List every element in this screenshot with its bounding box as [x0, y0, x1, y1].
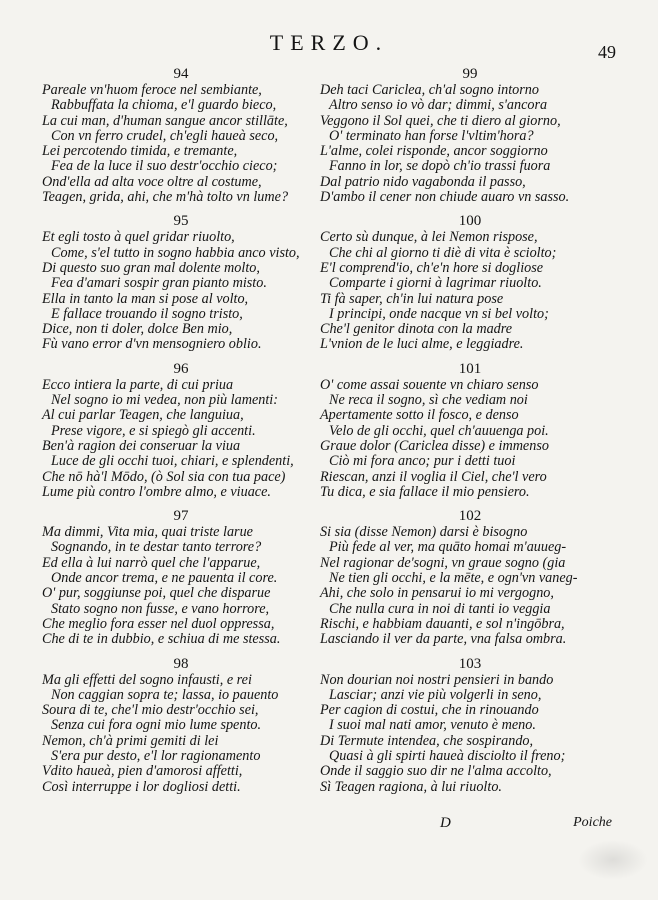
verse-line: Lei percotendo timida, e tremante, — [42, 143, 238, 160]
verse-line: Più fede al ver, ma quāto homai m'auueg- — [329, 539, 567, 556]
verse-line: Ne reca il sogno, sì che vediam noi — [329, 392, 528, 409]
verse-line: Lasciar; anzi vie più volgerli in seno, — [329, 686, 542, 703]
verse-line: D'ambo il cener non chiude auaro vn sasso. — [320, 189, 570, 206]
page-footer — [320, 815, 620, 835]
verse-line: O' come assai souente vn chiaro senso — [320, 376, 539, 393]
verse-line: Ed ella à lui narrò quel che l'apparue, — [42, 554, 261, 571]
verse-line: E fallace trouando il sogno tristo, — [51, 305, 243, 322]
verse-line: Quasi à gli spirti haueà disciolto il freno; — [329, 747, 566, 764]
stanza — [320, 656, 620, 795]
verse-line: Riescan, anzi il voglia il Ciel, che'l vero — [320, 468, 547, 485]
stanza-number: 102 — [458, 508, 482, 525]
stanza — [320, 508, 620, 647]
verse-line: Stato sogno non fusse, e vano horrore, — [51, 600, 270, 617]
verse-line: E'l comprend'io, ch'e'n hore si dogliose — [320, 259, 544, 276]
stanza — [42, 213, 320, 352]
signature-mark: D — [440, 815, 451, 831]
verse-line: Fea d'amari sospir gran pianto misto. — [51, 275, 267, 292]
verse-line: Fea de la luce il suo destr'occhio cieco; — [51, 158, 278, 175]
verse-line: Onde ancor trema, e ne pauenta il core. — [51, 570, 278, 587]
stanza-number: 98 — [173, 655, 189, 672]
verse-line: Ciò mi fora anco; pur i detti tuoi — [329, 453, 516, 470]
verse-line: Dal patrio nido vagabonda il passo, — [320, 173, 526, 190]
verse-line: Non caggian sopra te; lassa, io pauento — [51, 686, 279, 703]
stanza — [42, 361, 320, 500]
verse-line: Lume più contro l'ombre almo, e viuace. — [42, 483, 271, 500]
verse-line: Ma dimmi, Vita mia, quai triste larue — [42, 524, 253, 541]
verse-line: Nemon, ch'à primi gemiti di lei — [42, 732, 219, 749]
stanza-number: 99 — [462, 66, 478, 82]
stanza-number: 103 — [458, 655, 482, 672]
stanza — [42, 656, 320, 795]
verse-line: Sognando, in te destar tanto terrore? — [51, 539, 262, 556]
verse-line: Al cui parlar Teagen, che languiua, — [42, 407, 244, 424]
verse-line: Comparte i giorni à lagrimar riuolto. — [329, 275, 542, 292]
verse-line: Ahi, che solo in pensarui io mi vergogno, — [320, 585, 554, 602]
verse-line: Che meglio fora esser nel duol oppressa, — [42, 615, 275, 632]
stanza-number: 97 — [173, 508, 189, 525]
verse-line: Di Termute intendea, che sospirando, — [320, 732, 534, 749]
verse-line: Con vn ferro crudel, ch'egli haueà seco, — [51, 127, 279, 144]
verse-line: Ma gli effetti del sogno infausti, e rei — [42, 671, 252, 688]
verse-line: Vdito haueà, pien d'amorosi affetti, — [42, 763, 243, 780]
verse-line: I principi, onde nacque vn si bel volto; — [329, 305, 549, 322]
stanza-number: 100 — [458, 213, 482, 230]
page-number: 49 — [598, 42, 616, 62]
left-column — [42, 66, 320, 803]
verse-line: Come, s'el tutto in sogno habbia anco visto, — [51, 244, 300, 261]
verse-line: Ti fà saper, ch'in lui natura pose — [320, 290, 504, 307]
verse-line: L'alme, colei risponde, ancor soggiorno — [320, 143, 548, 160]
verse-line: Lasciando il ver da parte, vna falsa ombra. — [320, 631, 567, 648]
verse-line: Ond'ella ad alta voce oltre al costume, — [42, 173, 262, 190]
verse-line: Tu dica, e sia fallace il mio pensiero. — [320, 483, 530, 500]
verse-line: Ella in tanto la man si pose al volto, — [42, 290, 249, 307]
verse-line: Nel sogno io mi vedea, non più lamenti: — [51, 392, 278, 409]
verse-line: Veggono il Sol quei, che ti diero al giorno, — [320, 112, 561, 129]
verse-line: Nel ragionar de'sogni, vn graue sogno (gia — [320, 554, 566, 571]
verse-line: Ben'à ragion dei conseruar la viua — [42, 437, 241, 454]
verse-line: Et egli tosto à quel gridar riuolto, — [42, 229, 235, 246]
verse-line: La cui man, d'human sangue ancor stillāte, — [42, 112, 288, 129]
verse-line: Deh taci Cariclea, ch'al sogno intorno — [320, 82, 539, 98]
stanza-number: 101 — [458, 360, 482, 377]
verse-line: Ecco intiera la parte, di cui priua — [42, 376, 234, 393]
stanza — [42, 508, 320, 647]
verse-line: Che chi al giorno ti diè di vita è sciolto; — [329, 244, 557, 261]
verse-line: Senza cui fora ogni mio lume spento. — [51, 717, 262, 734]
verse-line: Che nulla cura in noi di tanti io veggia — [329, 600, 551, 617]
verse-line: Che di te in dubbio, e schiua di me stessa. — [42, 631, 281, 648]
stanza-number: 95 — [173, 213, 189, 230]
verse-line: Fù vano error d'vn mensogniero oblio. — [42, 336, 262, 353]
verse-line: Altro senso io vò dar; dimmi, s'ancora — [329, 97, 548, 114]
verse-line: Che nō hà'l Mōdo, (ò Sol sia con tua pace) — [42, 468, 286, 485]
verse-line: Graue dolor (Cariclea disse) e immenso — [320, 437, 549, 454]
verse-line: Prese vigore, e si spiegò gli accenti. — [51, 422, 256, 439]
stanza-number: 96 — [173, 360, 189, 377]
verse-line: Che'l genitor dinota con la madre — [320, 321, 513, 338]
verse-line: Apertamente sotto il fosco, e denso — [320, 407, 519, 424]
verse-line: O' terminato han forse l'vltim'hora? — [329, 127, 534, 144]
verse-line: Soura di te, che'l mio destr'occhio sei, — [42, 702, 259, 719]
verse-line: Velo de gli occhi, quel ch'auuenga poi. — [329, 422, 549, 439]
verse-line: Luce de gli occhi tuoi, chiari, e splendenti, — [51, 453, 294, 470]
verse-line: Di questo suo gran mal dolente molto, — [42, 259, 260, 276]
paper-stain — [578, 840, 648, 880]
verse-line: Ne tien gli occhi, e la mēte, e ogn'vn vaneg- — [329, 570, 578, 587]
verse-line: Rabbuffata la chioma, e'l guardo bieco, — [51, 97, 277, 114]
verse-line: Rischi, e habbiam dauanti, e sol n'ingōbra, — [320, 615, 565, 632]
stanza — [320, 213, 620, 352]
verse-line: Fanno in lor, se dopò ch'io trassi fuora — [329, 158, 551, 175]
catchword: Poiche — [573, 815, 612, 830]
stanza-number: 94 — [173, 66, 189, 82]
verse-line: S'era pur desto, e'l lor ragionamento — [51, 747, 261, 764]
verse-line: L'vnion de le luci alme, e leggiadre. — [320, 336, 524, 353]
right-column — [320, 66, 620, 803]
verse-line: Così interruppe i lor dogliosi detti. — [42, 778, 241, 795]
running-head: TERZO. — [269, 30, 389, 55]
verse-line: Teagen, grida, ahi, che m'hà tolto vn lume? — [42, 189, 289, 206]
stanza — [320, 361, 620, 500]
verse-line: Pareale vn'huom feroce nel sembiante, — [42, 82, 262, 98]
verse-line: O' pur, soggiunse poi, quel che disparue — [42, 585, 271, 602]
stanza — [320, 66, 620, 205]
verse-line: Si sia (disse Nemon) darsi è bisogno — [320, 524, 528, 541]
verse-line: Non dourian noi nostri pensieri in bando — [320, 671, 554, 688]
verse-line: Onde il saggio suo dir ne l'alma accolto, — [320, 763, 552, 780]
verse-line: Sì Teagen ragiona, à lui riuolto. — [320, 778, 502, 795]
verse-line: I suoi mal nati amor, venuto è meno. — [329, 717, 536, 734]
stanza — [42, 66, 320, 205]
verse-line: Certo sù dunque, à lei Nemon rispose, — [320, 229, 538, 246]
verse-line: Per cagion di costui, che in rinouando — [320, 702, 539, 719]
verse-line: Dice, non ti doler, dolce Ben mio, — [42, 321, 233, 338]
